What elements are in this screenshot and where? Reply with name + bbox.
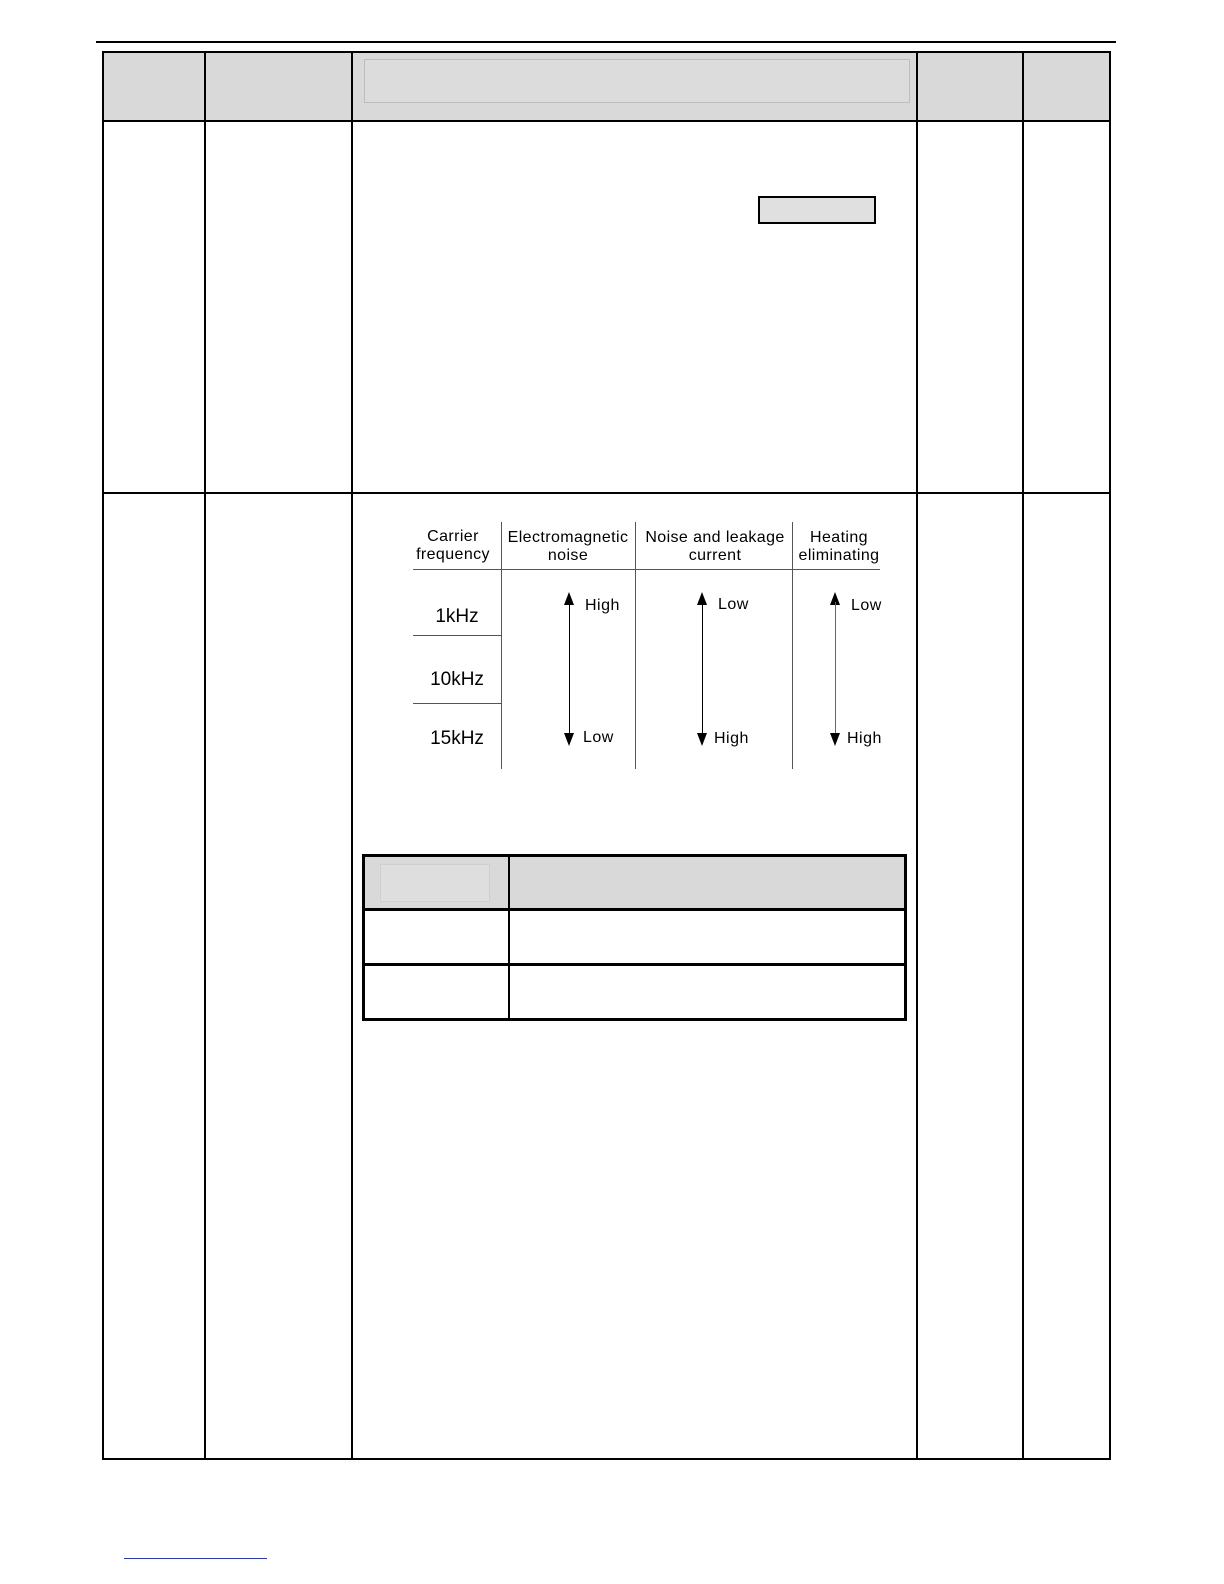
heating-top: Low: [851, 597, 882, 614]
freq-divider: [413, 635, 501, 636]
top-rule: [96, 41, 1116, 43]
heating-bottom: High: [847, 730, 882, 747]
arrow-shaft: [835, 602, 836, 736]
header-separator: [102, 120, 1111, 122]
inner-header-cell-box: [380, 864, 490, 902]
inner-border-right: [904, 854, 907, 1021]
header-text: noise: [547, 547, 589, 564]
column-border: [204, 51, 206, 1460]
column-border: [102, 51, 104, 1460]
arrow-shaft: [569, 602, 570, 736]
carrier-frequency-diagram: [410, 522, 890, 772]
inner-row-line: [362, 963, 907, 966]
arrow-down-icon: [830, 733, 840, 746]
header-text: eliminating: [798, 547, 880, 564]
freq-1khz: 1kHz: [435, 606, 479, 627]
table-border-bottom: [102, 1458, 1111, 1460]
header-text: Electromagnetic: [507, 529, 629, 546]
inner-border-left: [362, 854, 365, 1021]
freq-divider: [413, 703, 501, 704]
carrier-frequency-header: [410, 528, 496, 564]
inner-border-bottom: [362, 1018, 907, 1021]
em-noise-top: High: [585, 597, 620, 614]
header-text: current: [688, 547, 742, 564]
arrow-shaft: [702, 602, 703, 736]
value-display-box: [758, 196, 876, 224]
footer-link-underline[interactable]: [124, 1558, 267, 1559]
column-border: [916, 51, 918, 1460]
diagram-divider: [792, 522, 793, 769]
diagram-divider: [501, 522, 502, 769]
inner-row-line: [362, 908, 907, 911]
diagram-divider: [635, 522, 636, 769]
row-separator: [102, 492, 1111, 494]
inner-border-top: [362, 854, 907, 857]
table-border-top: [102, 51, 1111, 53]
inner-column-line: [508, 854, 510, 1021]
freq-15khz: 15kHz: [430, 728, 484, 749]
em-noise-header: [502, 529, 634, 565]
column-border: [1022, 51, 1024, 1460]
inner-table: [362, 854, 907, 1021]
em-noise-bottom: Low: [583, 729, 614, 746]
column-border: [1109, 51, 1111, 1460]
header-text: Heating: [810, 529, 868, 546]
header-text: Noise and leakage: [645, 529, 785, 546]
freq-10khz: 10kHz: [430, 669, 484, 690]
arrow-down-icon: [697, 733, 707, 746]
leakage-header: [636, 529, 794, 565]
diagram-header-line: [413, 569, 880, 570]
leakage-top: Low: [718, 596, 749, 613]
header-text: frequency: [416, 546, 490, 563]
heating-header: [794, 529, 884, 565]
column-border: [351, 51, 353, 1460]
arrow-down-icon: [564, 733, 574, 746]
leakage-bottom: High: [714, 730, 749, 747]
header-cell-box: [364, 59, 910, 103]
header-text: Carrier: [427, 528, 479, 545]
